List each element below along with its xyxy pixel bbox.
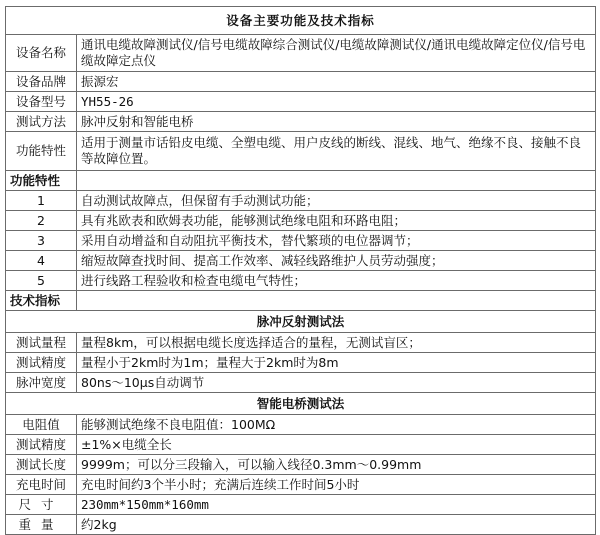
bridge-label-charge: 充电时间 [6, 475, 77, 495]
tech-header: 技术指标 [6, 291, 77, 311]
info-row-model [6, 92, 596, 112]
bridge-label-weight: 重量 [6, 515, 77, 535]
title-row [6, 7, 596, 35]
info-label-name: 设备名称 [6, 35, 77, 72]
info-label-method: 测试方法 [6, 112, 77, 132]
info-label-feature: 功能特性 [6, 132, 77, 171]
bridge-value-resistance: 能够测试绝缘不良电阻值：100MΩ [77, 415, 596, 435]
pulse-value-width: 80ns～10μs自动调节 [77, 373, 596, 393]
spec-table [5, 6, 596, 535]
features-header: 功能特性 [6, 171, 77, 191]
bridge-row-charge [6, 475, 596, 495]
bridge-value-charge: 充电时间约3个半小时；充满后连续工作时间5小时 [77, 475, 596, 495]
pulse-label-accuracy: 测试精度 [6, 353, 77, 373]
bridge-row-size [6, 495, 596, 515]
feature-num-4: 4 [6, 251, 77, 271]
bridge-label-resistance: 电阻值 [6, 415, 77, 435]
tech-header-blank [77, 291, 596, 311]
bridge-row-resistance [6, 415, 596, 435]
pulse-label-width: 脉冲宽度 [6, 373, 77, 393]
pulse-row-width [6, 373, 596, 393]
tech-header-row [6, 291, 596, 311]
pulse-value-accuracy: 量程小于2km时为1m；量程大于2km时为8m [77, 353, 596, 373]
info-value-method: 脉冲反射和智能电桥 [77, 112, 596, 132]
pulse-value-range: 量程8km，可以根据电缆长度选择适合的量程，无测试盲区； [77, 333, 596, 353]
info-label-model: 设备型号 [6, 92, 77, 112]
feature-row-4 [6, 251, 596, 271]
info-row-method [6, 112, 596, 132]
features-header-row [6, 171, 596, 191]
feature-text-1: 自动测试故障点，但保留有手动测试功能； [77, 191, 596, 211]
pulse-label-range: 测试量程 [6, 333, 77, 353]
info-value-brand: 振源宏 [77, 72, 596, 92]
feature-row-3 [6, 231, 596, 251]
pulse-section-title: 脉冲反射测试法 [6, 311, 596, 333]
pulse-row-range [6, 333, 596, 353]
bridge-label-accuracy: 测试精度 [6, 435, 77, 455]
info-value-name: 通讯电缆故障测试仪/信号电缆故障综合测试仪/电缆故障测试仪/通讯电缆故障定位仪/信号电缆故障定点仪 [77, 35, 596, 72]
feature-row-5 [6, 271, 596, 291]
feature-text-4: 缩短故障查找时间、提高工作效率、减轻线路维护人员劳动强度； [77, 251, 596, 271]
bridge-label-size: 尺寸 [6, 495, 77, 515]
info-row-feature [6, 132, 596, 171]
info-row-name [6, 35, 596, 72]
bridge-row-length [6, 455, 596, 475]
bridge-row-accuracy [6, 435, 596, 455]
feature-num-5: 5 [6, 271, 77, 291]
bridge-value-length: 9999m；可以分三段输入，可以输入线径0.3mm～0.99mm [77, 455, 596, 475]
feature-row-2 [6, 211, 596, 231]
pulse-title-row [6, 311, 596, 333]
info-row-brand [6, 72, 596, 92]
features-header-blank [77, 171, 596, 191]
bridge-row-weight [6, 515, 596, 535]
info-value-feature: 适用于测量市话铅皮电缆、全塑电缆、用户皮线的断线、混线、地气、绝缘不良、接触不良等故障位置。 [77, 132, 596, 171]
feature-text-5: 进行线路工程验收和检查电缆电气特性； [77, 271, 596, 291]
feature-text-2: 具有兆欧表和欧姆表功能，能够测试绝缘电阻和环路电阻； [77, 211, 596, 231]
feature-num-2: 2 [6, 211, 77, 231]
bridge-label-length: 测试长度 [6, 455, 77, 475]
page-title: 设备主要功能及技术指标 [6, 7, 596, 35]
pulse-row-accuracy [6, 353, 596, 373]
bridge-section-title: 智能电桥测试法 [6, 393, 596, 415]
bridge-value-weight: 约2kg [77, 515, 596, 535]
info-value-model: YH55-26 [77, 92, 596, 112]
bridge-value-accuracy: ±1%×电缆全长 [77, 435, 596, 455]
bridge-value-size: 230mm*150mm*160mm [77, 495, 596, 515]
feature-text-3: 采用自动增益和自动阻抗平衡技术，替代繁琐的电位器调节； [77, 231, 596, 251]
feature-num-1: 1 [6, 191, 77, 211]
feature-num-3: 3 [6, 231, 77, 251]
feature-row-1 [6, 191, 596, 211]
bridge-title-row [6, 393, 596, 415]
info-label-brand: 设备品牌 [6, 72, 77, 92]
